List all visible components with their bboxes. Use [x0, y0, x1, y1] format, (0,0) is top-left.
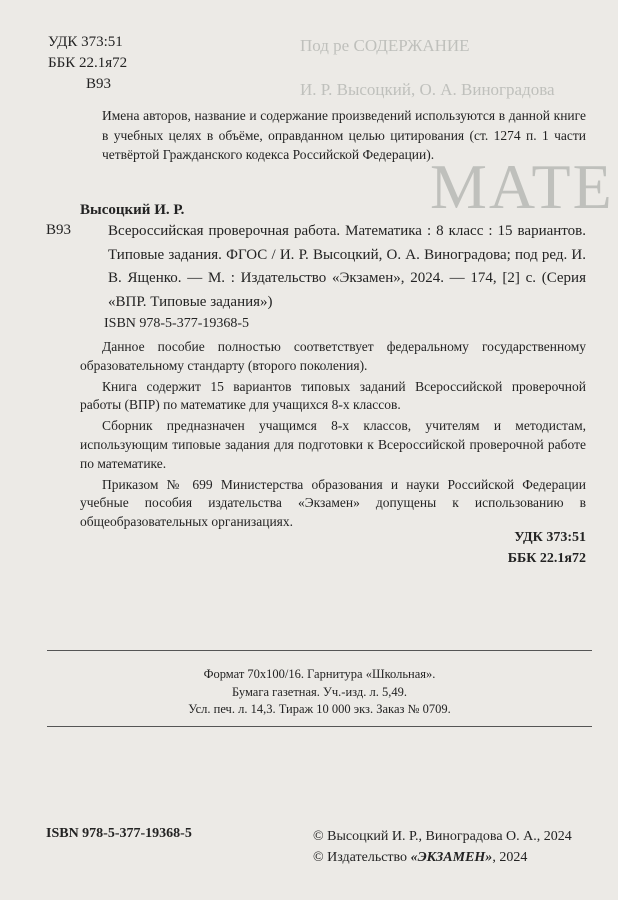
copyright-notice: Имена авторов, название и содержание произведений используются в данной книге в учебных целях в объёме, оправданном целью цитирования (ст. 1274 п. 1 части четвёртой Гражданского кодекса Российской Федерации).	[102, 108, 586, 162]
imprint-print-run: Усл. печ. л. 14,3. Тираж 10 000 экз. Заказ № 0709.	[188, 702, 451, 716]
author-code: В93	[86, 76, 112, 92]
footer-isbn: ISBN 978-5-377-19368-5	[46, 826, 192, 841]
imprint-format: Формат 70x100/16. Гарнитура «Школьная».	[203, 667, 436, 681]
copyright-publisher	[313, 847, 603, 868]
isbn-line: ISBN 978-5-377-19368-5	[104, 316, 250, 331]
bbk-code: ББК 22.1я72	[48, 55, 128, 71]
classification-codes-bottom	[440, 527, 586, 569]
annotation-paragraph: Книга содержит 15 вариантов типовых заданий Всероссийской проверочной работы (ВПР) по математике для учащихся 8-х классов.	[80, 378, 586, 413]
bbk-code-bottom: ББК 22.1я72	[507, 551, 586, 566]
publisher-name: «ЭКЗАМЕН»	[410, 850, 493, 865]
show-through-text: Под ре СОДЕРЖАНИЕ	[300, 36, 470, 55]
imprint	[47, 666, 592, 719]
copyright-publisher-suffix: , 2024	[492, 850, 528, 865]
show-through-heading: МАТЕ	[430, 151, 614, 222]
classification-codes	[48, 32, 127, 95]
copyright-block	[313, 826, 603, 868]
udk-code-bottom: УДК 373:51	[514, 530, 586, 545]
imprint-bottom-rule	[47, 726, 592, 727]
copyright-authors: © Высоцкий И. Р., Виноградова О. А., 2024	[313, 829, 572, 844]
udk-code: УДК 373:51	[48, 34, 123, 50]
bibliographic-entry: Всероссийская проверочная работа. Математика : 8 класс : 15 вариантов. Типовые задания. ФГОС / И. Р. Высоцкий, О. А. Виноградова; под ред. И. В. Ященко. — М. : Издательство «Экзамен», 2024. — 174, [2] с. (Серия «ВПР. Типовые задания»)	[108, 223, 586, 310]
index-code: В93	[46, 222, 72, 238]
annotation	[80, 338, 586, 534]
show-through-text: И. Р. Высоцкий, О. А. Виноградова	[300, 80, 555, 99]
imprint-top-rule	[47, 650, 592, 651]
imprint-paper: Бумага газетная. Уч.-изд. л. 5,49.	[232, 684, 407, 699]
author-heading: Высоцкий И. Р.	[80, 202, 185, 218]
annotation-paragraph: Приказом № 699 Министерства образования и науки Российской Федерации учебные пособия издательства «Экзамен» допущены к использованию в общеобразовательных организациях.	[80, 476, 586, 530]
copyright-publisher-prefix: © Издательство	[313, 850, 411, 865]
annotation-paragraph: Сборник предназначен учащимся 8-х классов, учителям и методистам, использующим типовые задания для подготовки к Всероссийской проверочной работе по математике.	[80, 418, 586, 471]
annotation-paragraph: Данное пособие полностью соответствует федеральному государственному образовательному стандарту (второго поколения).	[80, 339, 586, 373]
